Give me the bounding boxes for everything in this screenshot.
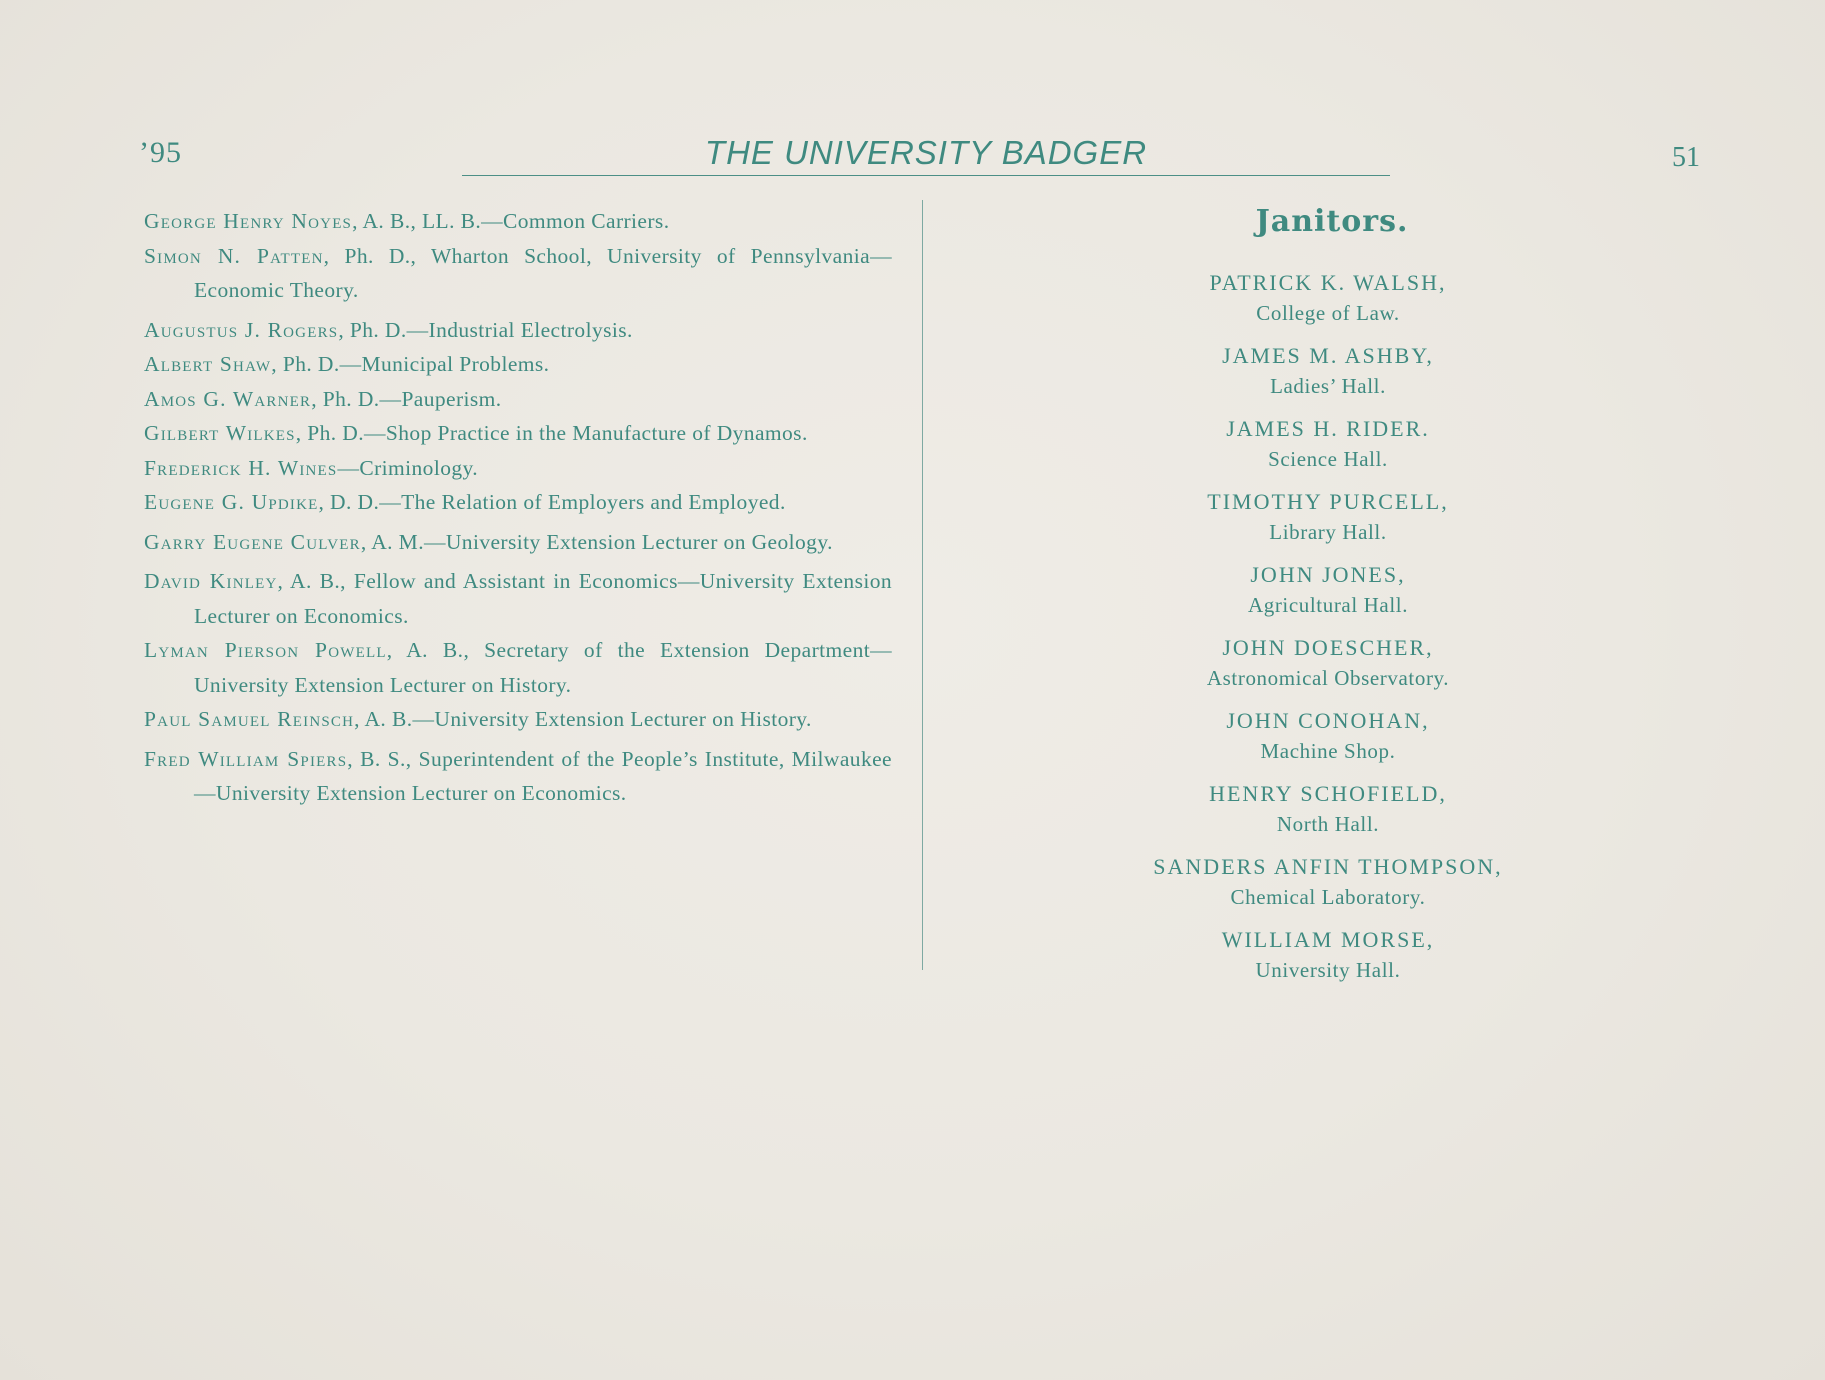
lecturer-details: , A. B., Fellow and Assistant in Economics—University Extension Lecturer on Economics. <box>194 569 893 628</box>
janitor-entry <box>1118 267 1538 327</box>
lecturer-name: Garry Eugene Culver <box>144 529 361 554</box>
janitor-building: North Hall. <box>1276 812 1380 836</box>
janitor-building: University Hall. <box>1255 958 1401 982</box>
janitor-building: College of Law. <box>1256 301 1400 325</box>
lecturer-entry <box>144 485 892 520</box>
lecturer-name: David Kinley <box>144 569 278 593</box>
janitor-building: Astronomical Observatory. <box>1206 666 1450 690</box>
lecturer-list <box>144 204 892 811</box>
lecturer-details: , D. D.—The Relation of Employers and Employed. <box>318 490 786 514</box>
janitor-name: HENRY SCHOFIELD, <box>1209 781 1447 806</box>
janitor-name: SANDERS ANFIN THOMPSON, <box>1153 854 1503 879</box>
lecturer-entry <box>144 451 892 486</box>
janitor-building: Chemical Laboratory. <box>1230 885 1426 909</box>
lecturer-name: Amos G. Warner <box>144 386 312 411</box>
lecturer-details: , B. S., Superintendent of the People’s Institute, Milwaukee—University Extension Lecturer on Economics. <box>194 746 892 805</box>
janitor-building: Machine Shop. <box>1260 739 1396 763</box>
janitor-entry <box>1118 559 1538 619</box>
lecturer-name: Eugene G. Updike <box>144 490 319 514</box>
janitor-entry <box>1118 632 1538 692</box>
janitor-entry <box>1118 851 1538 911</box>
janitor-entry <box>1118 486 1538 546</box>
janitor-entry <box>1118 924 1538 984</box>
lecturer-details: , A. B., LL. B.—Common Carriers. <box>352 209 670 233</box>
lecturer-name: Lyman Pierson Powell <box>144 638 387 662</box>
lecturer-name: Augustus J. Rogers <box>144 317 339 342</box>
janitor-building: Science Hall. <box>1268 447 1388 471</box>
lecturer-details: , Ph. D.—Pauperism. <box>311 386 502 411</box>
lecturer-entry <box>144 633 892 702</box>
lecturer-details: —Criminology. <box>337 455 479 480</box>
lecturer-entry <box>144 416 892 451</box>
lecturer-name: Gilbert Wilkes <box>144 421 296 445</box>
janitor-entry <box>1118 413 1538 473</box>
janitor-name: JOHN CONOHAN, <box>1226 708 1430 733</box>
janitor-name: JOHN DOESCHER, <box>1222 635 1434 660</box>
lecturer-entry <box>144 742 892 811</box>
lecturer-details: , Ph. D.—Municipal Problems. <box>271 352 550 376</box>
janitor-entry <box>1118 778 1538 838</box>
janitor-building: Ladies’ Hall. <box>1270 374 1386 398</box>
janitors-section <box>1118 204 1538 997</box>
lecturer-details: , A. B.—University Extension Lecturer on History. <box>354 707 812 731</box>
janitor-entry <box>1118 705 1538 765</box>
lecturer-entry <box>144 702 892 737</box>
lecturer-entry <box>144 204 892 239</box>
lecturer-entry <box>144 347 892 382</box>
page-number: 51 <box>1672 142 1700 173</box>
lecturer-details: , A. B., Secretary of the Extension Department—University Extension Lecturer on History. <box>194 638 892 697</box>
lecturer-details: , Ph. D.—Industrial Electrolysis. <box>338 317 633 342</box>
janitor-building: Library Hall. <box>1269 520 1387 544</box>
lecturer-entry <box>144 382 892 417</box>
lecturer-name: Fred William Spiers <box>144 746 348 771</box>
header-rule <box>462 175 1390 176</box>
lecturer-entry <box>144 239 892 308</box>
lecturer-name: George Henry Noyes <box>144 209 353 233</box>
janitor-name: JAMES H. RIDER. <box>1226 416 1430 441</box>
lecturer-details: , Ph. D.—Shop Practice in the Manufacture of Dynamos. <box>295 421 808 445</box>
lecturer-entry <box>144 313 892 348</box>
year-mark: ’95 <box>139 136 182 169</box>
running-title: THE UNIVERSITY BADGER <box>704 134 1148 171</box>
lecturer-entry <box>144 525 892 560</box>
janitor-entry <box>1118 340 1538 400</box>
janitor-name: JOHN JONES, <box>1250 562 1406 587</box>
lecturer-name: Simon N. Patten <box>144 243 324 268</box>
janitor-building: Agricultural Hall. <box>1247 593 1409 617</box>
janitor-name: WILLIAM MORSE, <box>1221 927 1435 952</box>
lecturer-name: Albert Shaw <box>144 352 272 376</box>
lecturer-details: , A. M.—University Extension Lecturer on Geology. <box>360 529 833 554</box>
column-divider <box>922 200 923 970</box>
janitor-name: JAMES M. ASHBY, <box>1222 343 1434 368</box>
lecturer-name: Frederick H. Wines <box>144 455 338 480</box>
janitor-name: TIMOTHY PURCELL, <box>1207 489 1449 514</box>
lecturer-entry <box>144 564 892 633</box>
janitor-name: PATRICK K. WALSH, <box>1209 270 1447 295</box>
janitors-heading: Janitors. <box>1255 204 1409 239</box>
lecturer-name: Paul Samuel Reinsch <box>144 707 355 731</box>
lecturer-details: , Ph. D., Wharton School, University of Pennsylvania—Economic Theory. <box>194 243 892 302</box>
